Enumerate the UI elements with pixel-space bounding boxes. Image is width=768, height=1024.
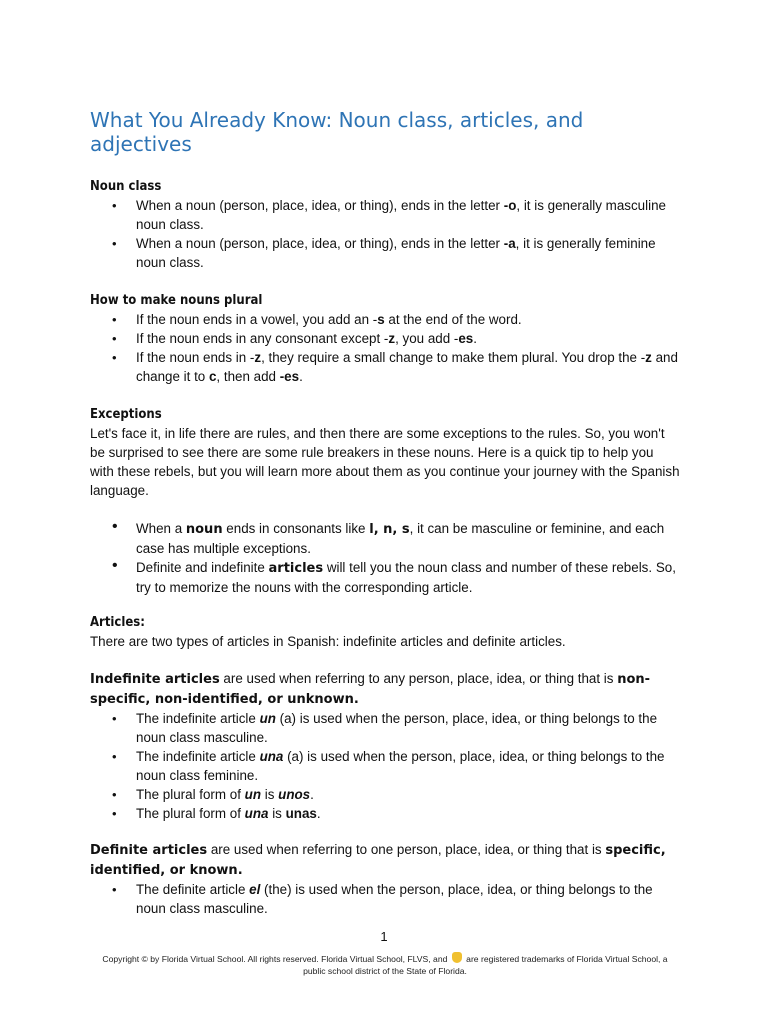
noun-class-section [90,176,680,272]
bullet-icon: • [112,312,117,327]
list-item: • When a noun (person, place, idea, or thing), ends in the letter -o, it is generally masculine noun class. [112,198,666,232]
list-item: • If the noun ends in any consonant except -z, you add -es. [112,331,477,346]
list-item: • The plural form of una is unas. [112,806,321,821]
bullet-icon: • [112,350,117,365]
bullet-icon: • [112,331,117,346]
bullet-icon: • [112,882,117,897]
copyright-footer: Copyright © by Florida Virtual School. All rights reserved. Florida Virtual School, FLVS, and are registered trademarks of Florida Virtual School, a public school district of the State of Florida. [102,954,668,976]
list-item: • The indefinite article una (a) is used when the person, place, idea, or thing belongs to the noun class feminine. [112,749,665,783]
flvs-logo-icon [452,952,462,963]
exceptions-paragraph: Let's face it, in life there are rules, and then there are some exceptions to the rules. So, you won't be surprised to see there are some rule breakers in these nouns. Here is a quick tip to help you with these rebels, but you will learn more about them as you continue your journey with the Spanish language. [90,426,680,498]
list-item: • Definite and indefinite articles will tell you the noun class and number of these rebels. So, try to memorize the nouns with the corresponding article. [112,557,676,595]
bullet-icon: • [112,518,118,535]
section-heading: How to make nouns plural [90,293,263,308]
articles-paragraph: There are two types of articles in Spanish: indefinite articles and definite articles. [90,634,566,649]
list-item: • If the noun ends in a vowel, you add an -s at the end of the word. [112,312,522,327]
list-item: • The definite article el (the) is used when the person, place, idea, or thing belongs to the noun class masculine. [112,882,653,916]
list-item: • The plural form of un is unos. [112,787,314,802]
bullet-icon: • [112,749,117,764]
bullet-icon: • [112,198,117,213]
plural-section [90,290,680,386]
bullet-icon: • [112,806,117,821]
definite-intro: Definite articles are used when referring to one person, place, idea, or thing that is specific, identified, or known. [90,842,666,878]
list-item: • When a noun ends in consonants like l, n, s, it can be masculine or feminine, and each case has multiple exceptions. [112,518,665,556]
bullet-icon: • [112,557,118,574]
page-title: What You Already Know: Noun class, articles, and adjectives [90,108,584,156]
page-number: 1 [380,929,388,944]
bullet-icon: • [112,787,117,802]
indefinite-articles-section [90,669,680,823]
articles-section [90,612,680,651]
list-item: • The indefinite article un (a) is used when the person, place, idea, or thing belongs to the noun class masculine. [112,711,658,745]
section-heading: Articles: [90,615,145,630]
bullet-icon: • [112,711,117,726]
indefinite-intro: Indefinite articles are used when referring to any person, place, idea, or thing that is non-specific, non-identified, or unknown. [90,671,651,707]
list-item: • If the noun ends in -z, they require a small change to make them plural. You drop the -z and change it to c, then add -es. [112,350,678,384]
definite-articles-section [90,840,680,918]
bullet-icon: • [112,236,117,251]
section-heading: Noun class [90,179,162,194]
exceptions-section [90,404,680,597]
section-heading: Exceptions [90,407,162,422]
list-item: • When a noun (person, place, idea, or thing), ends in the letter -a, it is generally feminine noun class. [112,236,656,270]
